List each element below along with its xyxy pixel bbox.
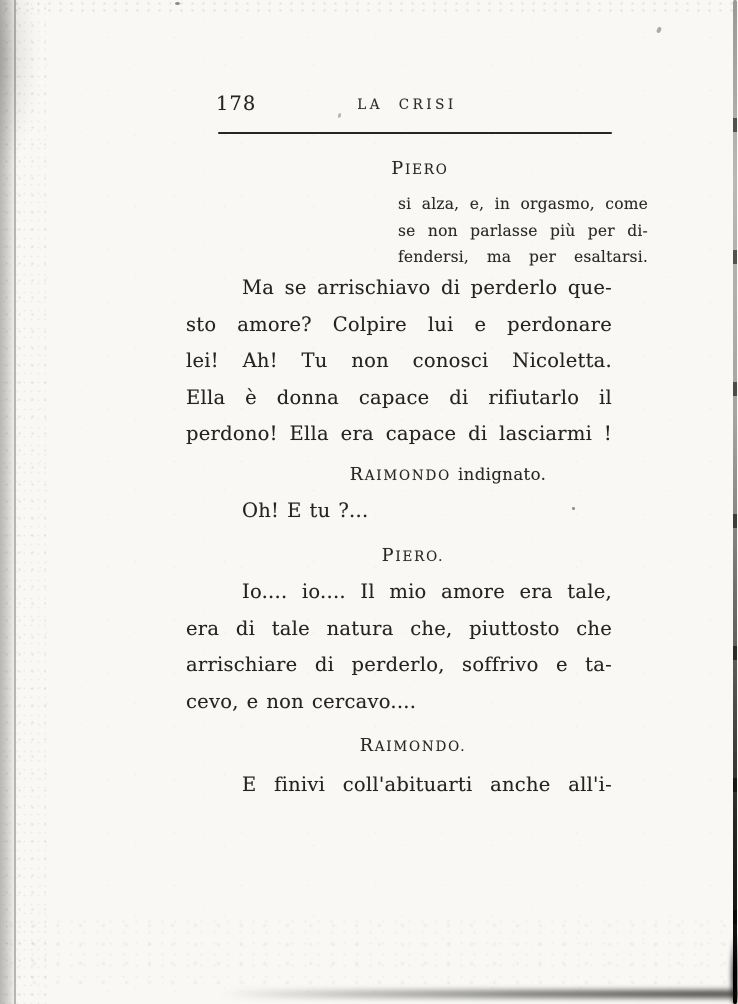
text-line: Ma se arrischiavo di perderlo que- xyxy=(242,276,612,299)
bottom-scan-shadow xyxy=(0,990,738,998)
text-line: arrischiare di perderlo, soffrivo e ta- xyxy=(186,653,612,677)
speaker-heading-raimondo-2 xyxy=(200,736,626,757)
scan-speck xyxy=(175,2,180,5)
speaker-name: PIERO xyxy=(391,159,449,179)
text-line: sto amore? Colpire lui e perdonare xyxy=(186,312,612,336)
speaker-name: RAIMONDO. xyxy=(359,736,467,756)
stage-direction xyxy=(398,191,648,271)
text-line: se non parlasse più per di- xyxy=(398,221,648,240)
dialogue-paragraph-piero-2 xyxy=(186,574,612,720)
scan-speck xyxy=(337,113,341,119)
text-line: fendersi, ma per esaltarsi. xyxy=(398,248,648,266)
bottom-edge-noise xyxy=(0,916,738,986)
text-line: Io.... io.... Il mio amore era tale, xyxy=(242,580,612,603)
header-rule xyxy=(218,132,612,134)
running-title: LA CRISI xyxy=(357,97,457,113)
speaker-stage-note: indignato. xyxy=(457,465,547,484)
right-page-edge-line xyxy=(733,0,738,1004)
text-line: cevo, e non cercavo.... xyxy=(186,689,417,713)
top-edge-noise xyxy=(0,0,738,12)
text-line: perdono! Ella era capace di lasciarmi ! xyxy=(186,422,612,446)
text-line: si alza, e, in orgasmo, come xyxy=(398,195,648,213)
speaker-heading-raimondo xyxy=(235,465,661,486)
top-left-shadow xyxy=(0,0,38,170)
dialogue-paragraph-raimondo-2 xyxy=(186,767,612,804)
page-number: 178 xyxy=(216,92,257,115)
text-line: lei! Ah! Tu non conosci Nicoletta. xyxy=(186,349,612,373)
scan-speck xyxy=(656,26,662,33)
speaker-name: RAIMONDO xyxy=(349,465,451,485)
speaker-name: PIERO. xyxy=(381,546,445,566)
dialogue-paragraph-raimondo-1 xyxy=(186,493,612,530)
text-line: era di tale natura che, piuttosto che xyxy=(186,616,612,640)
text-line: Oh! E tu ?... xyxy=(242,499,369,522)
dialogue-paragraph-piero-1 xyxy=(186,270,612,453)
speaker-heading-piero-2 xyxy=(200,546,626,567)
text-line: Ella è donna capace di rifiutarlo il xyxy=(186,385,612,409)
text-line: E finivi coll'abituarti anche all'i- xyxy=(242,773,612,796)
speaker-heading-piero xyxy=(207,159,633,180)
